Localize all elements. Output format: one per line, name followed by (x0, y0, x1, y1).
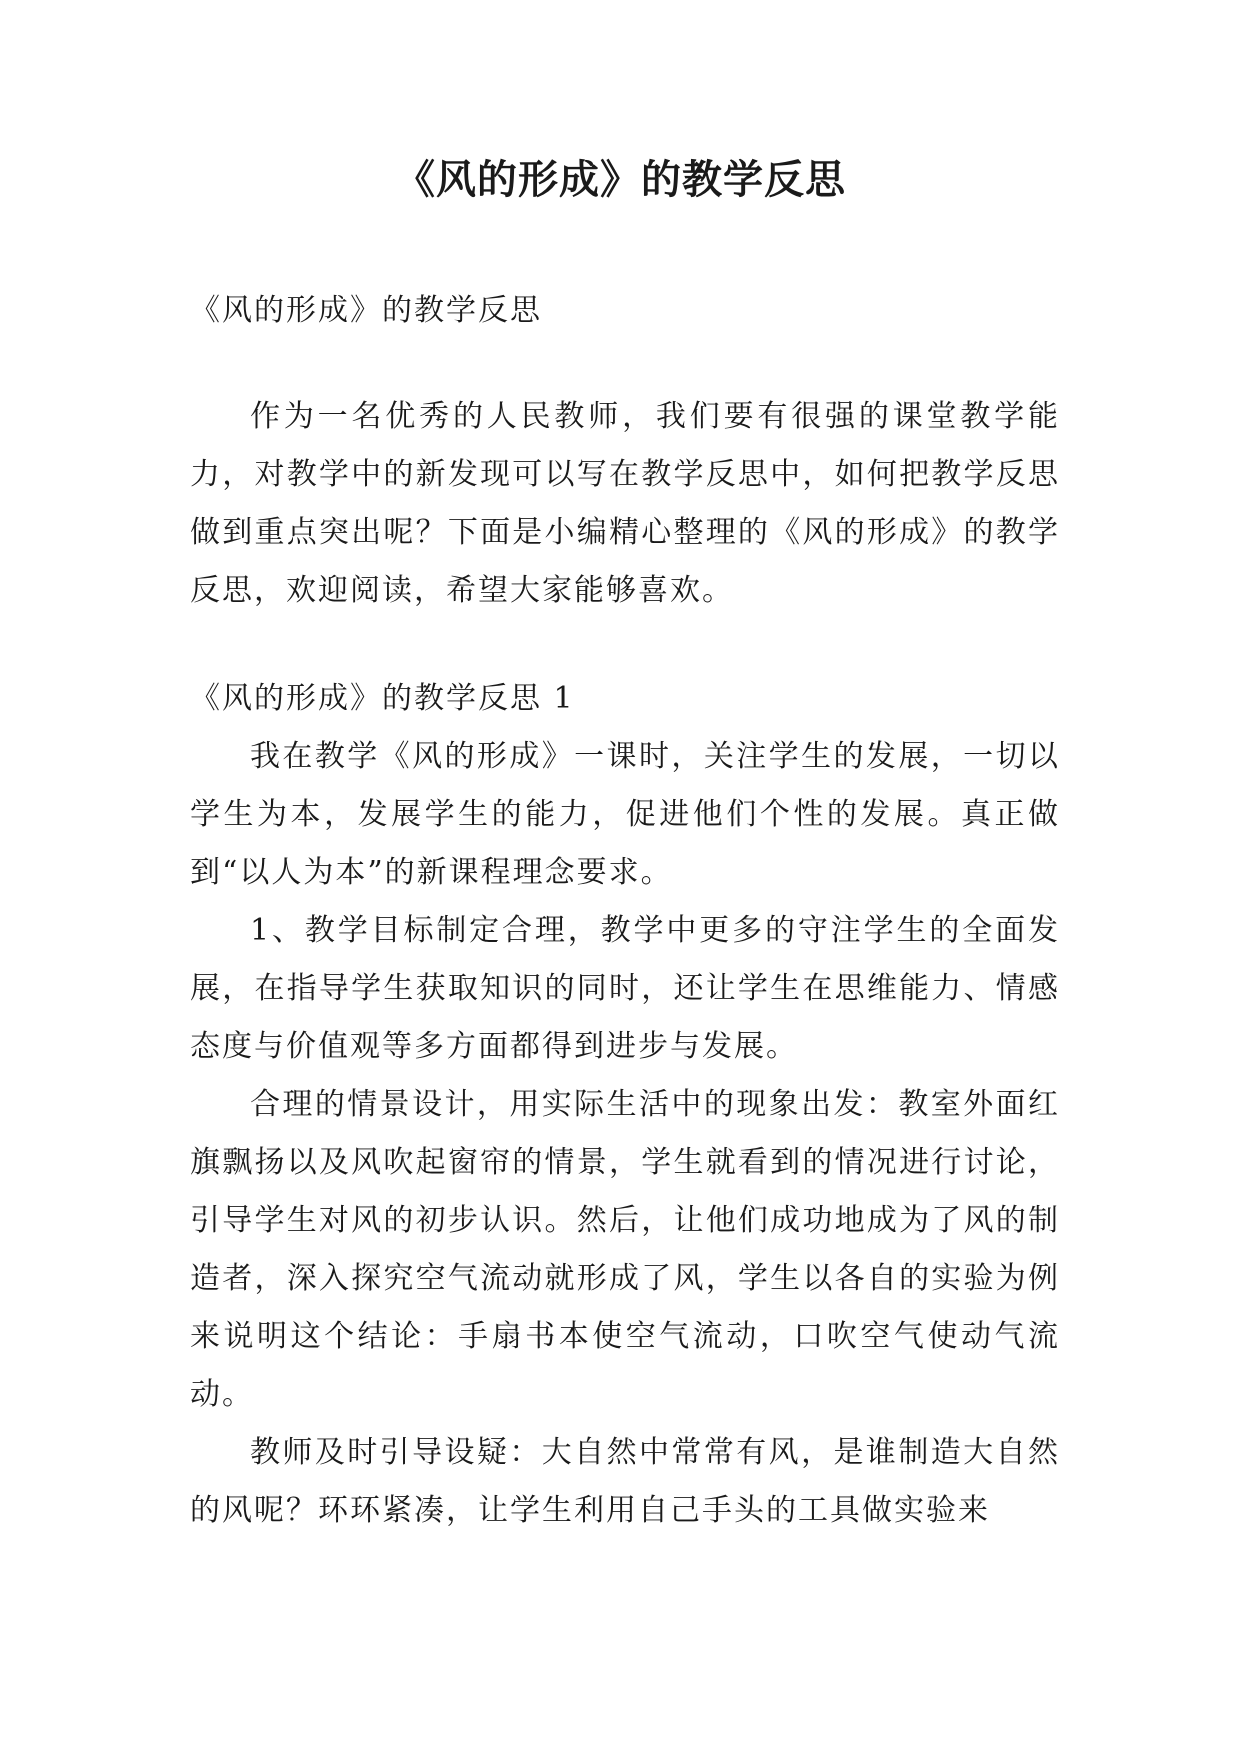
document-title: 《风的形成》的教学反思 (395, 157, 846, 203)
body-paragraph-2: 1、教学目标制定合理，教学中更多的守注学生的全面发展，在指导学生获取知识的同时，还让学生在思维能力、情感态度与价值观等多方面都得到进步与发展。 (190, 913, 1060, 1064)
spacer (190, 620, 1060, 670)
section-heading: 《风的形成》的教学反思 1 (190, 681, 575, 716)
spacer (190, 340, 1060, 388)
body-paragraph-1: 我在教学《风的形成》一课时，关注学生的发展，一切以学生为本，发展学生的能力，促进他们个性的发展。真正做到“以人为本”的新课程理念要求。 (190, 739, 1060, 890)
document-body (190, 282, 1060, 1540)
document-subtitle: 《风的形成》的教学反思 (190, 293, 542, 328)
body-paragraph-4: 教师及时引导设疑：大自然中常常有风，是谁制造大自然的风呢？环环紧凑，让学生利用自己手头的工具做实验来 (190, 1435, 1060, 1528)
body-paragraph-3: 合理的情景设计，用实际生活中的现象出发：教室外面红旗飘扬以及风吹起窗帘的情景，学生就看到的情况进行讨论，引导学生对风的初步认识。然后，让他们成功地成为了风的制造者，深入探究空气流动就形成了风，学生以各自的实验为例来说明这个结论：手扇书本使空气流动，口吹空气使动气流动。 (190, 1087, 1060, 1412)
intro-paragraph: 作为一名优秀的人民教师，我们要有很强的课堂教学能力，对教学中的新发现可以写在教学反思中，如何把教学反思做到重点突出呢？下面是小编精心整理的《风的形成》的教学反思，欢迎阅读，希望大家能够喜欢。 (190, 399, 1060, 608)
